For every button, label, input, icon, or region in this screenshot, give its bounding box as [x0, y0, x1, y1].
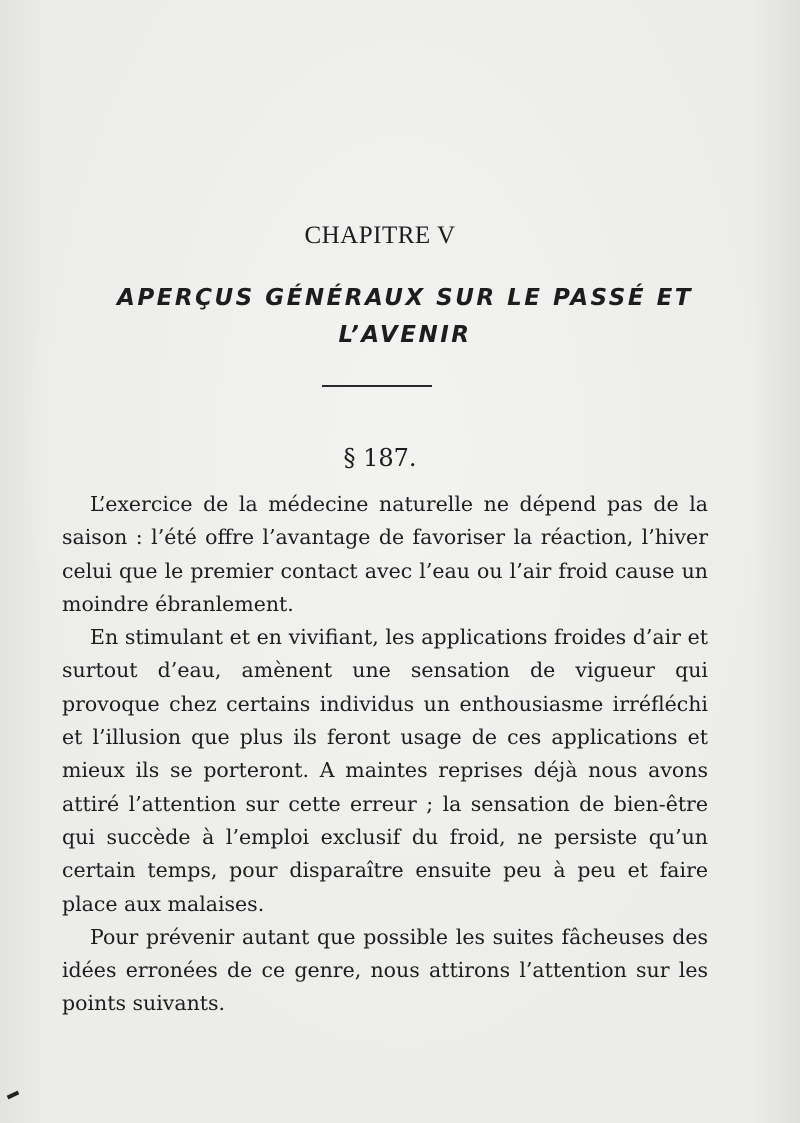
chapter-label: CHAPITRE V [304, 222, 456, 249]
scan-mark [7, 1091, 20, 1100]
chapter-title: APERÇUS GÉNÉRAUX SUR LE PASSÉ ET L’AVENIR [117, 285, 693, 348]
paragraph-2: En stimulant et en vivifiant, les applications froides d’air et surtout d’eau, amènent une sensation de vigueur qui provoque chez certains individus un enthousiasme irréfléchi et l’illusion que plus ils feront usage de ces applications et mieux ils se porteront. A maintes reprises déjà nous avons attiré l’attention sur cette erreur ; la sensation de bien-être qui succède à l’emploi exclusif du froid, ne persiste qu’un certain temps, pour disparaître ensuite peu à peu et faire place aux malaises. [62, 625, 708, 916]
paragraph-3: Pour prévenir autant que possible les suites fâcheuses des idées erronées de ce genre, nous attirons l’attention sur les points suivants. [62, 924, 708, 1016]
body-text [62, 488, 708, 1021]
paragraph-1: L’exercice de la médecine naturelle ne dépend pas de la saison : l’été offre l’avantage de favoriser la réaction, l’hiver celui que le premier contact avec l’eau ou l’air froid cause un moindre ébranlement. [62, 492, 708, 616]
title-divider [322, 385, 432, 387]
section-number: § 187. [343, 444, 417, 472]
